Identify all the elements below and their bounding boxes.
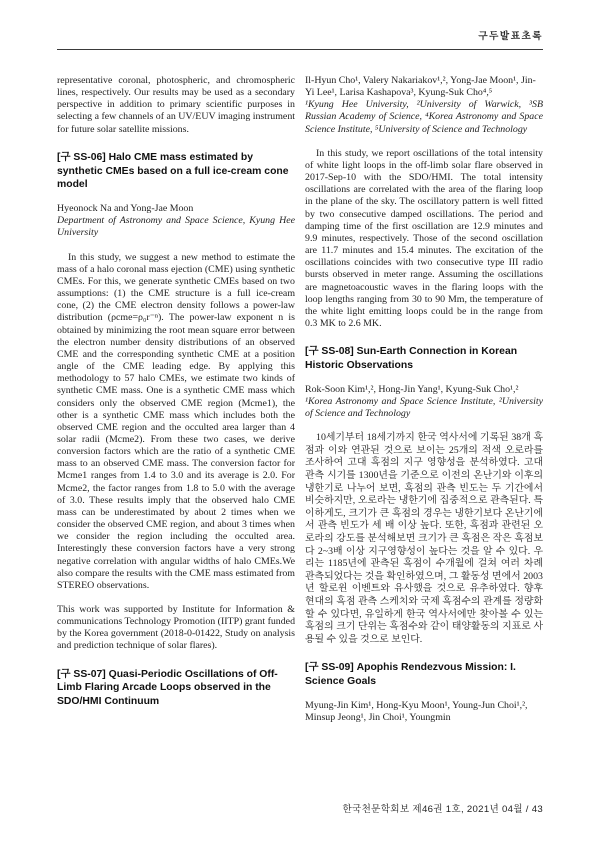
section-title-ss07: [구 SS-07] Quasi-Periodic Oscillations of Off-Limb Flaring Arcade Loops observed in the SDO/HMI Continuum [57, 668, 278, 708]
right-column [305, 75, 543, 724]
content-columns [57, 75, 543, 724]
authors-ss07: Il-Hyun Cho¹, Valery Nakariakov¹,², Yong-Jae Moon¹, Jin-Yi Lee¹, Larisa Kashapova³, Kyung-Suk Cho⁴,⁵ [305, 75, 536, 99]
header-rule [57, 49, 543, 50]
section-title-ss09: [구 SS-09] Apophis Rendezvous Mission: I. Science Goals [305, 662, 516, 688]
authors-ss09: Myung-Jin Kim¹, Hong-Kyu Moon¹, Young-Jun Choi¹,², Minsup Jeong¹, Jin Choi¹, Youngmin [305, 699, 528, 724]
authors-ss06: Hyeonock Na and Yong-Jae Moon [57, 203, 194, 215]
footer-text: 한국천문학회보 제46권 1호, 2021년 04월 / 43 [342, 804, 543, 815]
authors-ss08: Rok-Soon Kim¹,², Hong-Jin Yang¹, Kyung-Suk Cho¹,² [305, 383, 519, 395]
header-label: 구두발표초록 [478, 31, 543, 42]
acknowledgement-ss06: This work was supported by Institute for Information & communications Technology Promotion (IITP) grant funded by the Korea government (2018-0-01422, Study on analysis and prediction technique of solar flares). [57, 604, 296, 652]
page-header [57, 28, 543, 42]
affiliation-ss08: ¹Korea Astronomy and Space Science Institute, ²University of Science and Technology [305, 395, 543, 420]
abstract-ss08-korean: 10세기부터 18세기까지 한국 역사서에 기록된 38개 흑점과 이와 연관된 것으로 보이는 25개의 적색 오로라를 조사하여 고대 흑점의 지구 영향성을 분석하였다. 고대 관측 시기를 1300년을 기준으로 이전의 온난기와 이후의 냉한기로 나누어 보면, 흑점의 관측 빈도는 두 기간에서 비슷하지만, 오로라는 냉한기에 집중적으로 관측된다. 특이하게도, 크기가 큰 흑점의 경우는 냉한기보다 온난기에서 관측 빈도가 세 배 이상 높다. 또한, 흑점과 관련된 오로라의 강도를 분석해보면 크기가 큰 흑점은 작은 흑점보다 2~3배 이상 지구영향성이 높다는 것을 알 수 있다. 우리는 1185년에 관측된 흑점이 수개월에 걸쳐 여러 차례 관측되었다는 것을 확인하였으며, 그 활동성 면에서 2003년 할로윈 이벤트와 유사했을 것으로 유추하였다. 향후 현대의 흑점 관측 스케치와 국제 흑점수의 관계를 정량화할 수 있다면, 유일하게 한국 역사서에만 찾아볼 수 있는 흑점의 크기 단위는 흑점수와 같이 태양활동의 지표로 사용될 수 있을 것으로 보인다. [305, 432, 543, 645]
page-footer [342, 801, 543, 815]
section-title-ss06: [구 SS-06] Halo CME mass estimated by synthetic CMEs based on a full ice-cream cone model [57, 151, 289, 191]
section-title-ss08: [구 SS-08] Sun-Earth Connection in Korean Historic Observations [305, 346, 518, 371]
affiliation-ss07: ¹Kyung Hee University, ²University of Warwick, ³SB Russian Academy of Science, ⁴Korea Astronomy and Space Science Institute, ⁵University of Science and Technology [305, 99, 543, 135]
continued-abstract-paragraph: representative coronal, photospheric, and chromospheric lines, respectively. Our results may be used as a secondary perspective in addition to primary scientific purposes in selecting a few channels of an UV/EUV imaging instrument for future solar satellite missions. [57, 75, 295, 135]
affiliation-ss06: Department of Astronomy and Space Science, Kyung Hee University [57, 215, 295, 239]
abstract-ss06: In this study, we suggest a new method to estimate the mass of a halo coronal mass ejection (CME) using synthetic CMEs. For this, we generate synthetic CMEs based on two assumptions: (1) the CME structure is a full ice-cream cone, (2) the CME electron density follows a power-law distribution (ρcme=ρ₀r⁻ⁿ). The power-law exponent n is obtained by minimizing the root mean square error between the electron number density distributions of an observed CME and the corresponding synthetic CME at a position angle of the CME leading edge. By applying this methodology to 57 halo CMEs, we estimate two kinds of synthetic CME mass. One is a synthetic CME mass which considers only the observed CME region (Mcme1), the other is a synthetic CME mass which includes both the observed CME region and the occulted area larger than 4 solar radii (Mcme2). From these two cases, we derive conversion factors which are the ratio of a synthetic CME mass to an observed CME mass. The conversion factor for Mcme1 ranges from 1.4 to 3.0 and its average is 2.0. For Mcme2, the factor ranges from 1.8 to 5.0 with the average of 3.0. These results imply that the observed halo CME mass can be underestimated by about 2 times when we consider the observed CME region, and about 3 times when we consider the region including the occulted area. Interestingly these conversion factors have a very strong negative correlation with angular widths of halo CMEs.We also compare the results with the CME mass estimated from STEREO observations. [57, 251, 295, 591]
left-column [57, 75, 295, 724]
abstract-ss07: In this study, we report oscillations of the total intensity of white light loops in the off-limb solar flare observed in 2017-Sep-10 with the SDO/HMI. The total intensity oscillations are correlated with the area of the flaring loop in the plane of the sky. The oscillatory pattern is well fitted by two consecutive damped oscillations. The period and damping time of the first oscillation are 12.9 minutes and 9.9 minutes, respectively. Those of the second oscillation are 11.7 minutes and 15.4 minutes. The excitation of the oscillations coincides with two consecutive type III radio bursts observed in meter range. Assuming the oscillations are magnetoacoustic waves in the flaring loops with the loop lengths ranging from 30 to 90 Mm, the temperature of the white light emitting loops could be in the range from 0.3 MK to 2.6 MK. [305, 147, 543, 329]
